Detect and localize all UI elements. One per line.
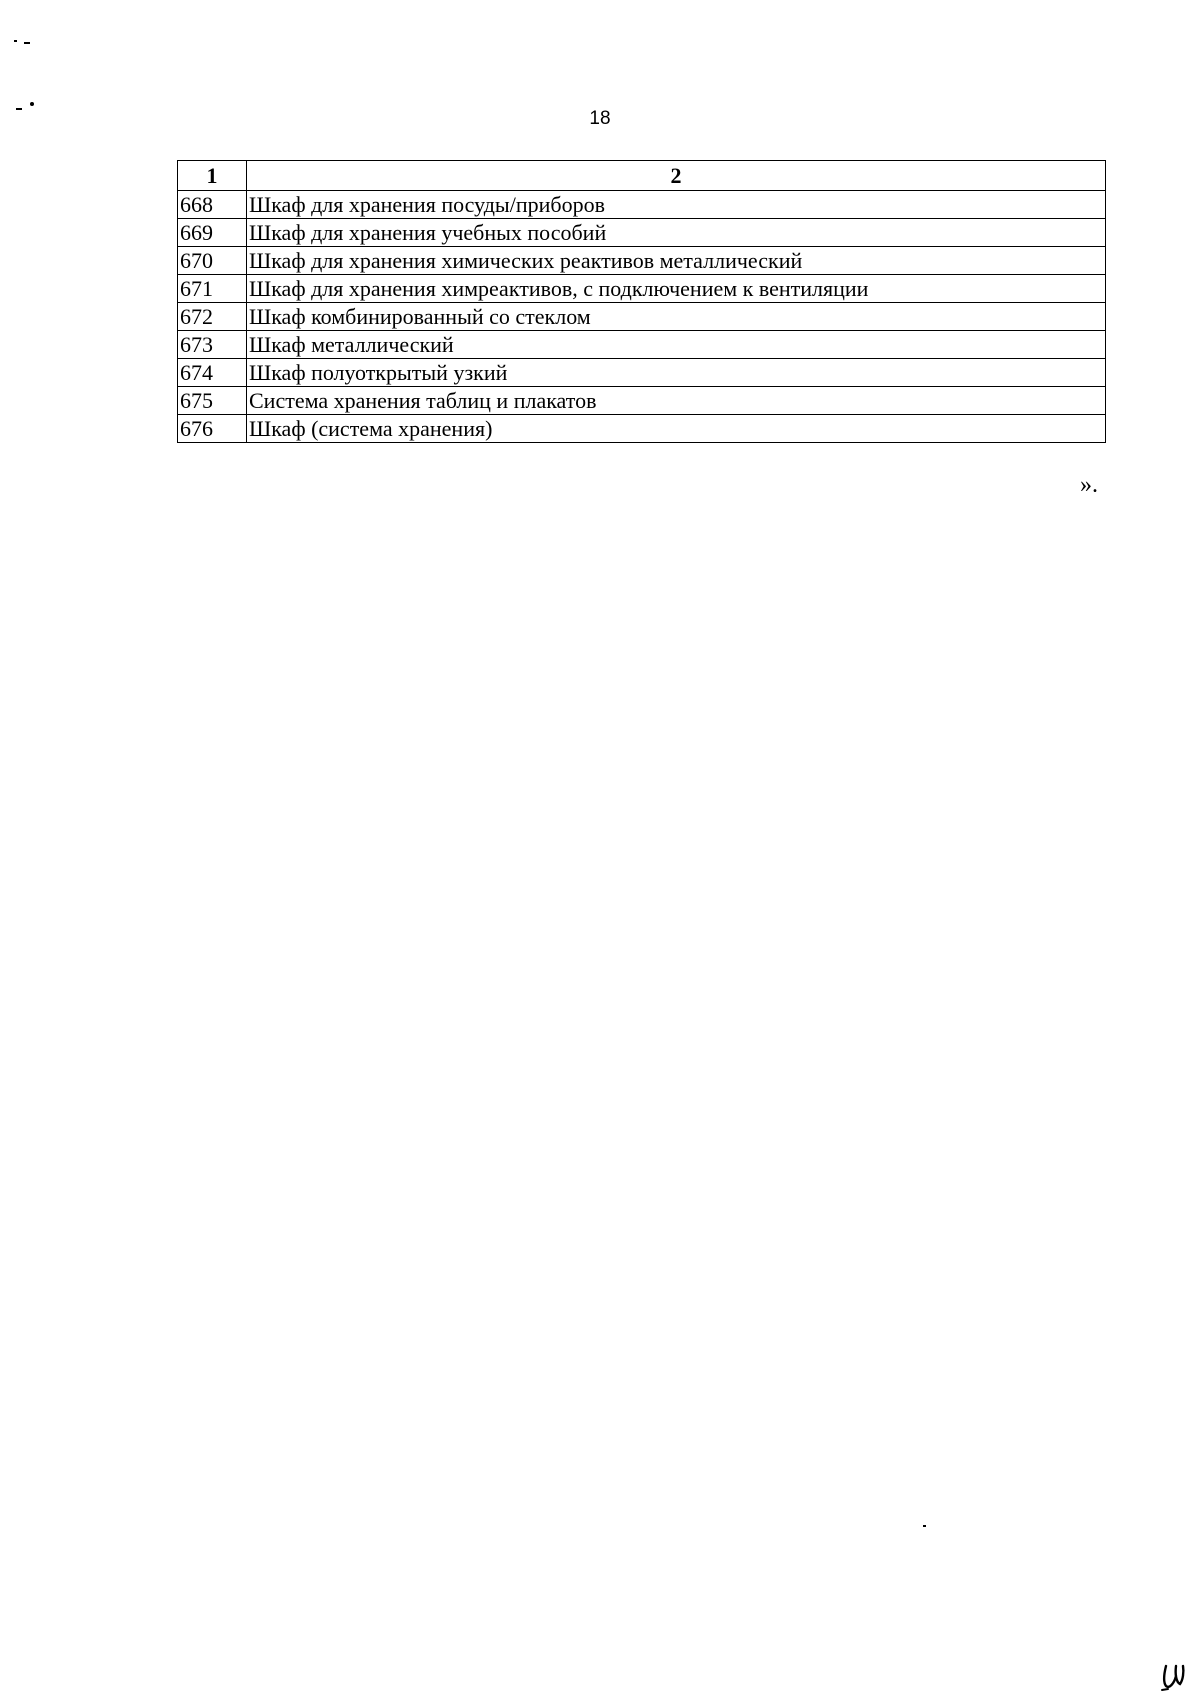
- table-row: [178, 331, 1106, 359]
- scan-speck: [923, 1525, 926, 1527]
- row-number: 668: [178, 191, 247, 219]
- row-number: 670: [178, 247, 247, 275]
- scan-speck: [30, 102, 34, 106]
- table-row: [178, 359, 1106, 387]
- row-name: Шкаф для хранения посуды/приборов: [247, 191, 1106, 219]
- page-number: 18: [589, 108, 611, 129]
- row-number: 669: [178, 219, 247, 247]
- column-header-number: 1: [178, 161, 247, 191]
- column-header-name: 2: [247, 161, 1106, 191]
- row-number: 675: [178, 387, 247, 415]
- row-number: 671: [178, 275, 247, 303]
- items-table: [177, 160, 1106, 443]
- scan-speck: [14, 40, 17, 42]
- row-name: Шкаф (система хранения): [247, 415, 1106, 443]
- row-number: 676: [178, 415, 247, 443]
- row-number: 672: [178, 303, 247, 331]
- table-row: [178, 219, 1106, 247]
- row-name: Шкаф для хранения химреактивов, с подключением к вентиляции: [247, 275, 1106, 303]
- row-name: Шкаф для хранения химических реактивов металлический: [247, 247, 1106, 275]
- row-number: 673: [178, 331, 247, 359]
- row-name: Шкаф полуоткрытый узкий: [247, 359, 1106, 387]
- table-row: [178, 275, 1106, 303]
- table-row: [178, 247, 1106, 275]
- row-name: Шкаф для хранения учебных пособий: [247, 219, 1106, 247]
- table-header-row: [178, 161, 1106, 191]
- row-name: Шкаф металлический: [247, 331, 1106, 359]
- table-row: [178, 191, 1106, 219]
- row-number: 674: [178, 359, 247, 387]
- row-name: Система хранения таблиц и плакатов: [247, 387, 1106, 415]
- table-row: [178, 387, 1106, 415]
- scan-speck: [24, 42, 30, 44]
- closing-quote: ».: [1080, 472, 1098, 498]
- table-row: [178, 303, 1106, 331]
- handwritten-initial-mark: [1160, 1662, 1188, 1692]
- row-name: Шкаф комбинированный со стеклом: [247, 303, 1106, 331]
- table-row: [178, 415, 1106, 443]
